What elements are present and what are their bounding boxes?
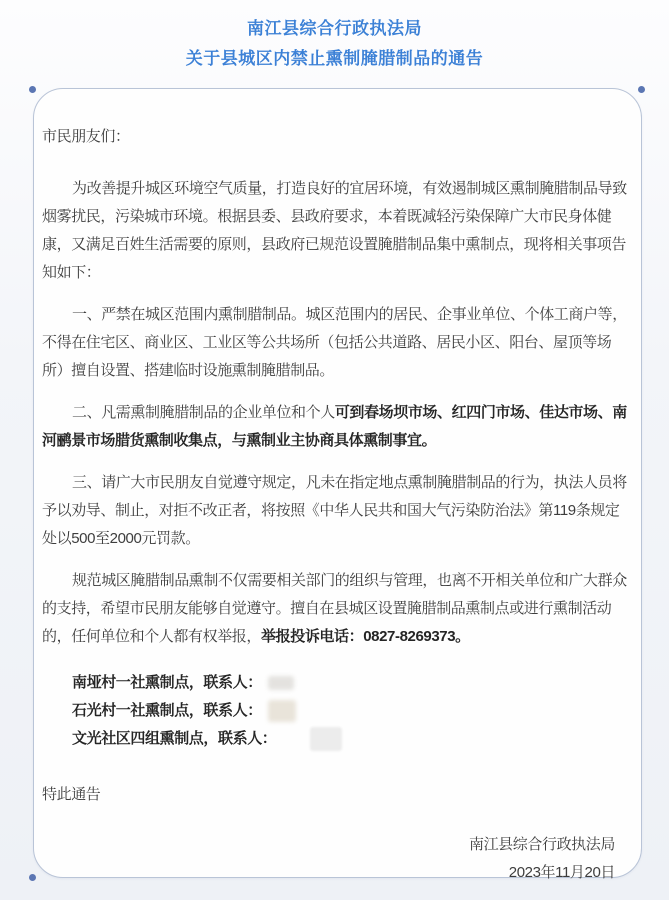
notice-card — [33, 88, 642, 881]
contact-site: 文光社区四组熏制点 — [72, 730, 204, 747]
notice-body — [34, 89, 641, 881]
salutation: 市民朋友们： — [42, 128, 130, 145]
paragraph-item-3: 三、请广大市民朋友自觉遵守规定，凡未在指定地点熏制腌腊制品的行为，执法人员将予以劝导、制止，对拒不改正者，将按照《中华人民共和国大气污染防治法》第119条规定处以500至2000元罚款。 — [42, 474, 627, 547]
paragraph-intro: 为改善提升城区环境空气质量，打造良好的宜居环境，有效遏制城区熏制腌腊制品导致烟雾扰民，污染城市环境。根据县委、县政府要求，本着既减轻污染保障广大市民身体健康，又满足百姓生活需要的原则，县政府已规范设置腌腊制品集中熏制点，现将相关事项告知如下： — [42, 180, 627, 281]
issue-date: 2023年11月20日 — [508, 864, 615, 881]
paragraph-item-1: 一、严禁在城区范围内熏制腊制品。城区范围内的居民、企事业单位、个体工商户等，不得在住宅区、商业区、工业区等公共场所（包括公共道路、居民小区、阳台、屋顶等场所）擅自设置、搭建临时设施熏制腌腊制品。 — [42, 306, 627, 379]
redacted-contact-name — [268, 700, 296, 722]
hotline-bold: 举报投诉电话：0827-8269373。 — [261, 628, 470, 645]
contact-list — [42, 669, 627, 753]
contact-label: ，联系人： — [203, 730, 277, 747]
signature-block — [42, 831, 627, 887]
contact-row-nanyacun — [42, 669, 627, 697]
supervision-prefix: 规范城区腌腊制品熏制不仅需要相关部门的组织与管理，也离不开相关单位和广大群众的支持，希望市民朋友能够自觉遵守。擅自在县城区设置腌腊制品熏制点或进行熏制活动的，任何单位和个人都有权举报， — [42, 572, 627, 645]
paragraph-supervision — [42, 567, 627, 651]
item-2-prefix: 二、凡需熏制腌腊制品的企业单位和个人 — [72, 404, 335, 421]
contact-site: 石光村一社熏制点 — [72, 702, 189, 719]
closing-line: 特此通告 — [42, 786, 101, 803]
title-subject-line: 关于县城区内禁止熏制腌腊制品的通告 — [185, 49, 484, 68]
title-issuer-line: 南江县综合行政执法局 — [247, 19, 422, 38]
contact-row-wenguangshequ — [42, 725, 627, 753]
contact-site: 南垭村一社熏制点 — [72, 674, 189, 691]
redacted-contact-name — [310, 727, 342, 751]
paragraph-item-2 — [42, 399, 627, 455]
notice-title — [0, 14, 669, 74]
redacted-contact-name — [268, 676, 294, 690]
contact-label: ，联系人： — [188, 674, 262, 691]
contact-row-shiguangcun — [42, 697, 627, 725]
issuer-name: 南江县综合行政执法局 — [468, 836, 615, 853]
contact-label: ，联系人： — [188, 702, 262, 719]
item-2-markets-bold: 可到春场坝市场、红四门市场、佳达市场、南河鹂景市场腊货熏制收集点，与熏制业主协商具体熏制事宜。 — [42, 404, 627, 449]
